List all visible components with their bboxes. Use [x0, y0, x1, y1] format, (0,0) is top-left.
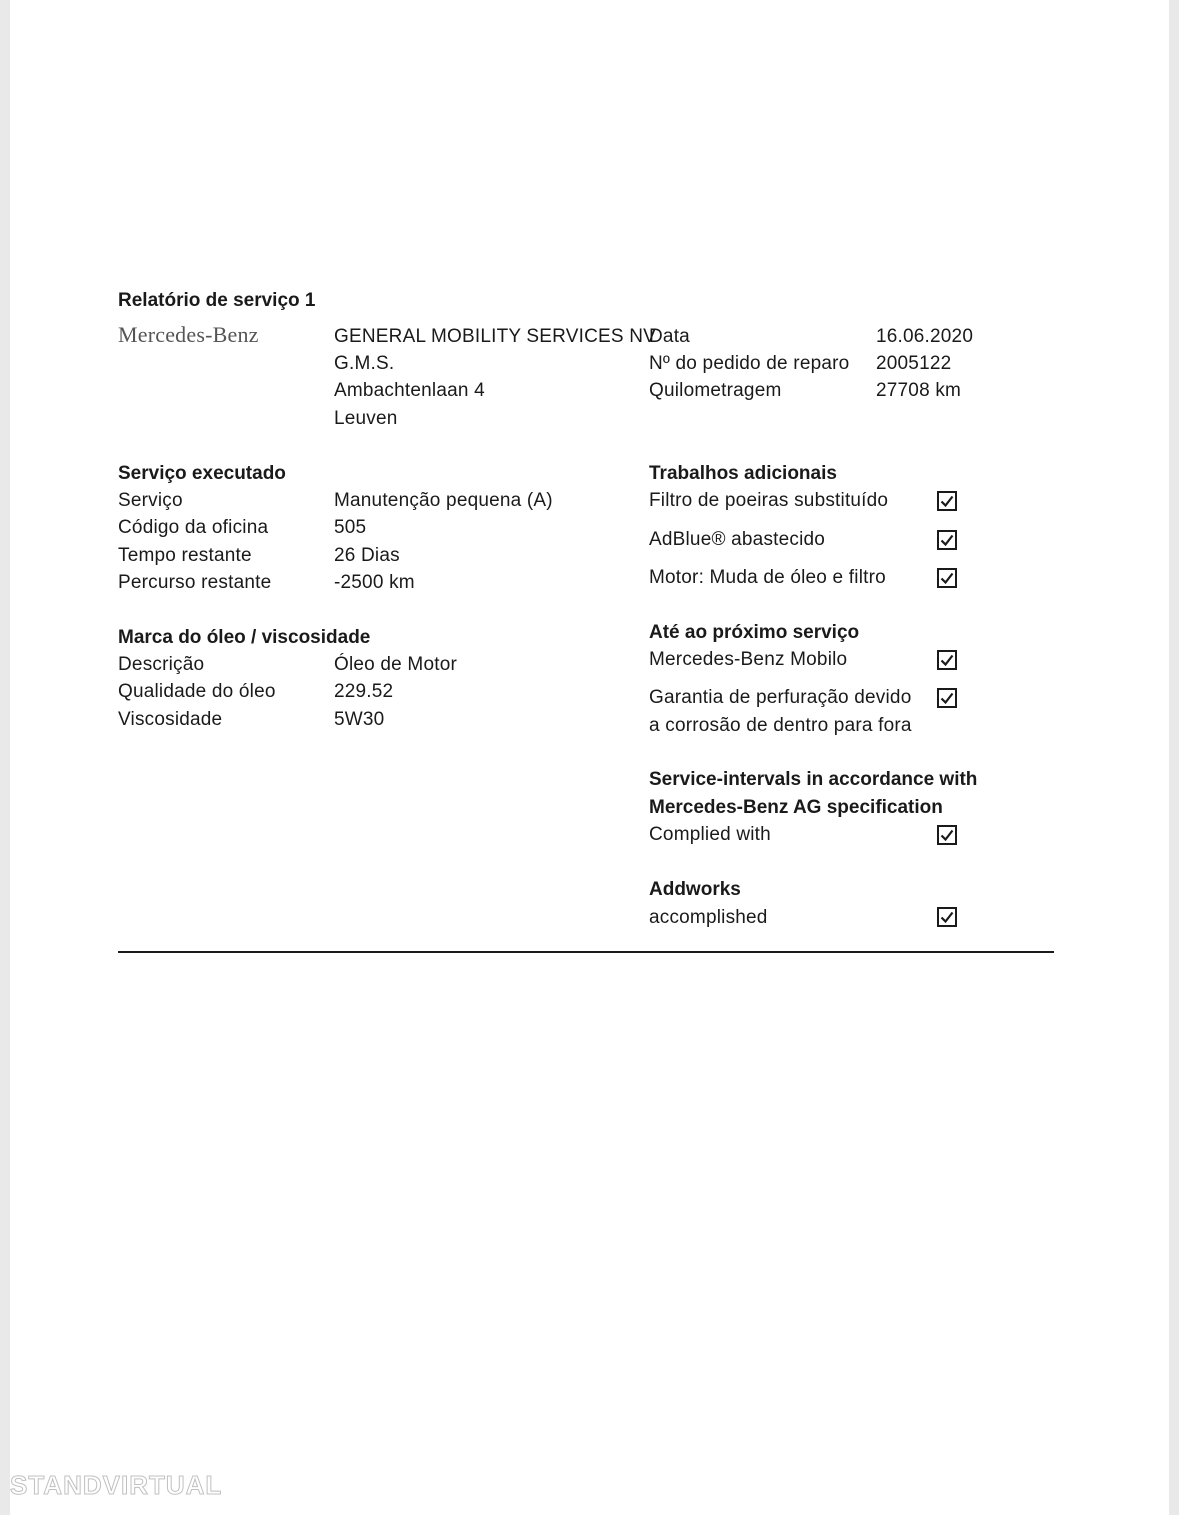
report-title: Relatório de serviço 1	[118, 290, 316, 311]
addworks-heading: Addworks	[649, 879, 741, 900]
service-heading: Serviço executado	[118, 463, 286, 484]
document-page	[10, 0, 1169, 1515]
viscosity-value: 5W30	[334, 709, 385, 730]
next-service-heading: Até ao próximo serviço	[649, 622, 860, 643]
additional-heading: Trabalhos adicionais	[649, 463, 837, 484]
intervals-heading-line2: Mercedes-Benz AG specification	[649, 797, 943, 818]
service-value: Manutenção pequena (A)	[334, 490, 553, 511]
brand-logo-text: Mercedes-Benz	[118, 322, 259, 347]
additional-item-label: Motor: Muda de óleo e filtro	[649, 567, 886, 588]
meta-mileage-value: 27708 km	[876, 380, 962, 401]
oil-heading: Marca do óleo / viscosidade	[118, 627, 371, 648]
checkbox-checked-icon	[937, 907, 957, 927]
oil-description-label: Descrição	[118, 654, 205, 675]
meta-order-value: 2005122	[876, 353, 952, 374]
checkbox-checked-icon	[937, 568, 957, 588]
meta-date-value: 16.06.2020	[876, 326, 974, 347]
next-service-item-label: Mercedes-Benz Mobilo	[649, 649, 848, 670]
workshop-code-value: 505	[334, 517, 367, 538]
meta-date-label: Data	[649, 326, 690, 347]
checkbox-checked-icon	[937, 825, 957, 845]
addworks-item-label: accomplished	[649, 907, 768, 928]
remaining-time-value: 26 Dias	[334, 545, 400, 566]
dealer-city: Leuven	[334, 408, 398, 429]
additional-item-label: Filtro de poeiras substituído	[649, 490, 889, 511]
oil-quality-label: Qualidade do óleo	[118, 681, 276, 702]
oil-quality-value: 229.52	[334, 681, 394, 702]
next-service-item-label-continued: a corrosão de dentro para fora	[649, 715, 912, 736]
viscosity-label: Viscosidade	[118, 709, 223, 730]
checkbox-checked-icon	[937, 688, 957, 708]
checkbox-checked-icon	[937, 491, 957, 511]
service-label: Serviço	[118, 490, 183, 511]
dealer-name: GENERAL MOBILITY SERVICES NV	[334, 326, 657, 347]
remaining-distance-label: Percurso restante	[118, 572, 272, 593]
remaining-time-label: Tempo restante	[118, 545, 252, 566]
bottom-divider	[118, 951, 1054, 953]
remaining-distance-value: -2500 km	[334, 572, 415, 593]
dealer-street: Ambachtenlaan 4	[334, 380, 485, 401]
oil-description-value: Óleo de Motor	[334, 654, 457, 675]
checkbox-checked-icon	[937, 530, 957, 550]
checkbox-checked-icon	[937, 650, 957, 670]
additional-item-label: AdBlue® abastecido	[649, 529, 826, 550]
dealer-short: G.M.S.	[334, 353, 395, 374]
meta-mileage-label: Quilometragem	[649, 380, 782, 401]
next-service-item-label: Garantia de perfuração devido	[649, 687, 912, 708]
meta-order-label: Nº do pedido de reparo	[649, 353, 850, 374]
intervals-heading-line1: Service-intervals in accordance with	[649, 769, 978, 790]
watermark: STANDVIRTUAL	[10, 1470, 223, 1500]
intervals-item-label: Complied with	[649, 824, 771, 845]
workshop-code-label: Código da oficina	[118, 517, 269, 538]
